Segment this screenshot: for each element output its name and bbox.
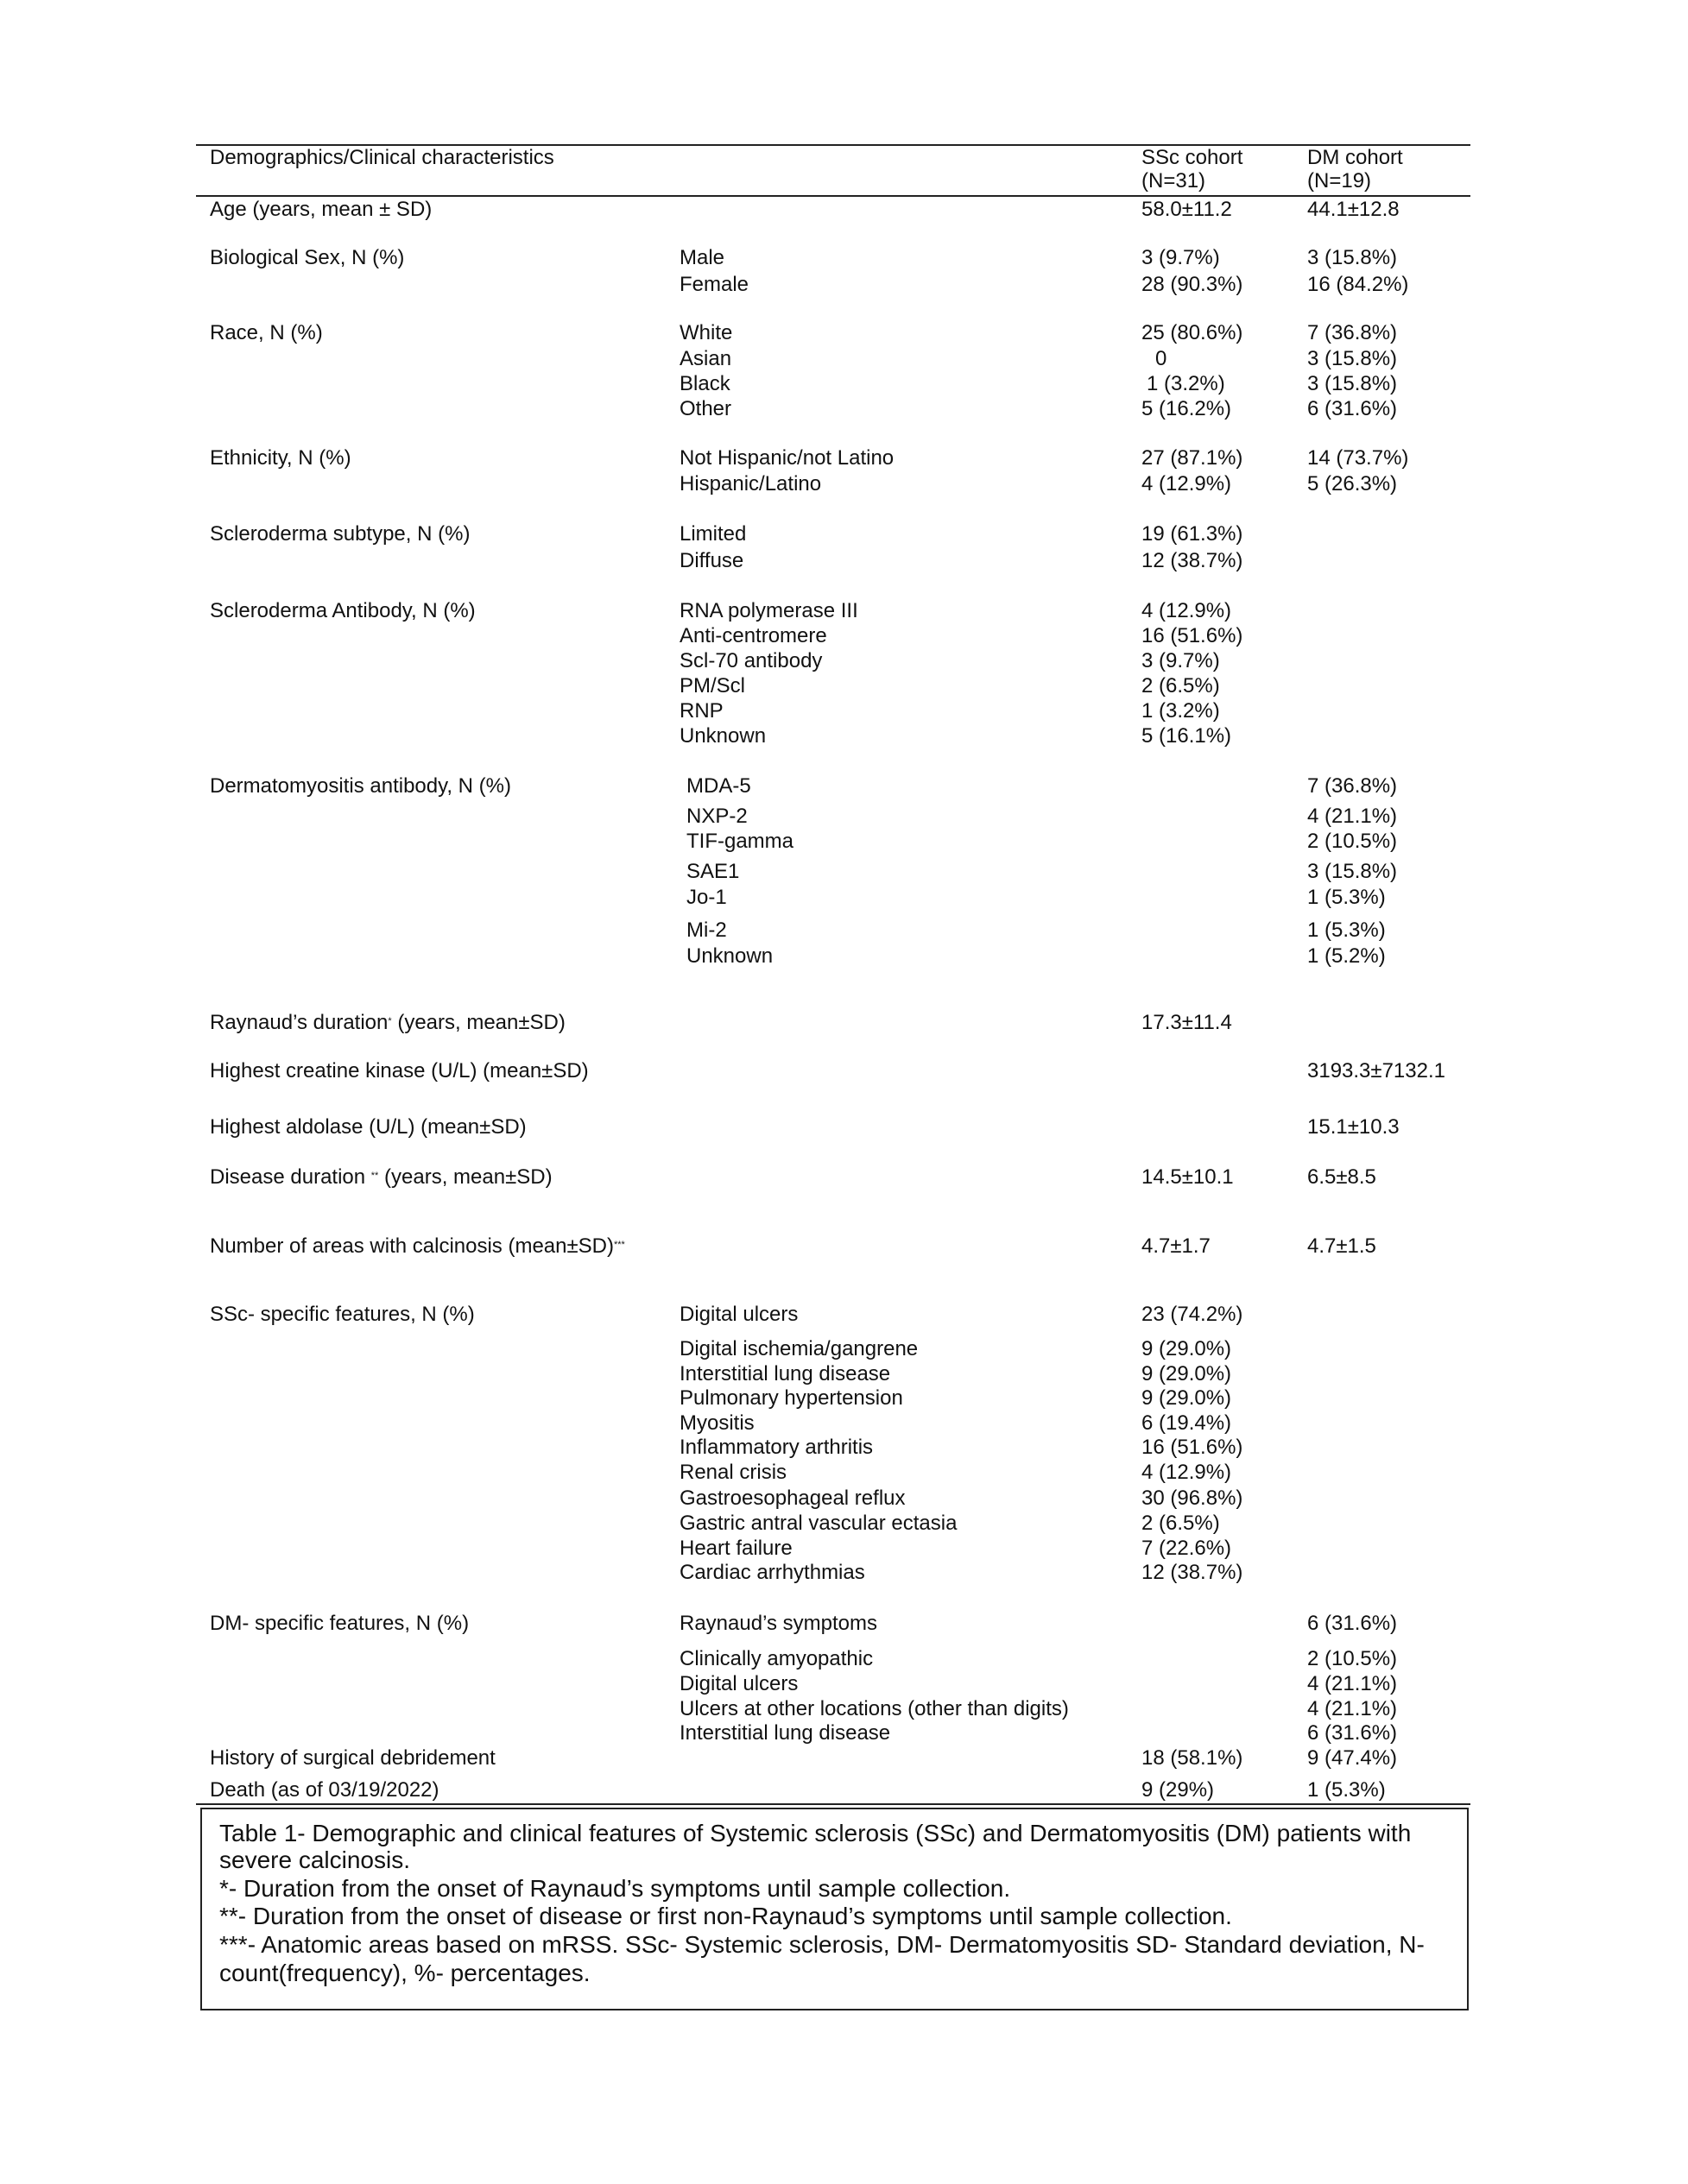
dm-value: 2 (10.5%) [1307,1647,1398,1670]
caption-title: Table 1- Demographic and clinical features of Systemic sclerosis (SSc) and Dermatomyositis (DM) patients with [219,1820,1412,1846]
table-bottom-rule [196,1803,1470,1805]
ssc-value: 23 (74.2%) [1141,1303,1243,1326]
footnote-mark: * [388,1016,392,1026]
label-text: Number of areas with calcinosis (mean±SD) [210,1234,614,1258]
header-bottom-rule [196,195,1470,197]
ssc-value: 4 (12.9%) [1141,1461,1232,1484]
age-ssc: 58.0±11.2 [1141,198,1232,221]
dm-value: 3 (15.8%) [1307,860,1398,883]
row-label-calcinosis-areas [210,1234,625,1259]
row-label-subtype: Scleroderma subtype, N (%) [210,522,471,546]
sub-label: Interstitial lung disease [680,1362,891,1386]
ssc-value: 5 (16.1%) [1141,724,1232,748]
ssc-value: 4 (12.9%) [1141,599,1232,622]
row-label-race: Race, N (%) [210,321,323,344]
sub-label: RNA polymerase III [680,599,858,622]
sub-label: RNP [680,699,724,723]
ssc-value: 16 (51.6%) [1141,624,1243,647]
caption-title-cont: severe calcinosis. [219,1846,410,1873]
label-text: Disease duration [210,1165,371,1189]
sub-label: Scl-70 antibody [680,649,823,672]
row-label-sex: Biological Sex, N (%) [210,246,405,269]
sub-label: Asian [680,347,732,370]
footnote-mark: *** [614,1240,625,1250]
row-label-dm-antibody: Dermatomyositis antibody, N (%) [210,774,511,798]
ssc-value: 5 (16.2%) [1141,397,1232,420]
header-ssc-n: (N=31) [1141,169,1206,193]
sub-label: Anti-centromere [680,624,827,647]
ssc-value: 19 (61.3%) [1141,522,1243,546]
creatine-kinase-dm: 3193.3±7132.1 [1307,1059,1445,1083]
sub-label: Raynaud’s symptoms [680,1612,877,1635]
dm-value: 3 (15.8%) [1307,372,1398,395]
dm-value: 5 (26.3%) [1307,472,1398,496]
sub-label: Unknown [686,944,774,968]
row-label-raynaud-duration [210,1011,566,1035]
ssc-value: 9 (29.0%) [1141,1386,1232,1410]
row-label-ssc-features: SSc- specific features, N (%) [210,1303,475,1326]
ssc-value: 9 (29.0%) [1141,1362,1232,1386]
sub-label: Other [680,397,732,420]
ssc-value: 25 (80.6%) [1141,321,1243,344]
caption-footnote-3: ***- Anatomic areas based on mRSS. SSc- Systemic sclerosis, DM- Dermatomyositis SD- Standard deviation, N- [219,1931,1425,1958]
caption-footnote-1: *- Duration from the onset of Raynaud’s symptoms until sample collection. [219,1875,1011,1902]
ssc-value: 6 (19.4%) [1141,1411,1232,1435]
row-label-ssc-antibody: Scleroderma Antibody, N (%) [210,599,476,622]
sub-label: Inflammatory arthritis [680,1436,874,1459]
sub-label: MDA-5 [686,774,751,798]
sub-label: Heart failure [680,1537,793,1560]
sub-label: Not Hispanic/not Latino [680,446,895,470]
header-dm-cohort: DM cohort [1307,146,1403,169]
label-text: (years, mean±SD) [378,1165,553,1189]
ssc-value: 2 (6.5%) [1141,674,1220,697]
row-label-age: Age (years, mean ± SD) [210,198,433,221]
sub-label: Male [680,246,725,269]
sub-label: Myositis [680,1411,755,1435]
calcinosis-areas-dm: 4.7±1.5 [1307,1234,1376,1258]
ssc-value: 30 (96.8%) [1141,1487,1243,1510]
ssc-value: 3 (9.7%) [1141,246,1220,269]
ssc-value: 4 (12.9%) [1141,472,1232,496]
ssc-value: 3 (9.7%) [1141,649,1220,672]
ssc-value: 1 (3.2%) [1147,372,1225,395]
ssc-value: 12 (38.7%) [1141,1561,1243,1584]
calcinosis-areas-ssc: 4.7±1.7 [1141,1234,1211,1258]
sub-label: Jo-1 [686,886,727,909]
ssc-value: 12 (38.7%) [1141,549,1243,572]
header-dm-n: (N=19) [1307,169,1372,193]
dm-value: 3 (15.8%) [1307,246,1398,269]
dm-value: 7 (36.8%) [1307,774,1398,798]
dm-value: 2 (10.5%) [1307,830,1398,853]
footnote-mark: ** [370,1171,379,1181]
ssc-value: 28 (90.3%) [1141,273,1243,296]
sub-label: Female [680,273,749,296]
sub-label: Digital ulcers [680,1672,799,1695]
dm-value: 4 (21.1%) [1307,805,1398,828]
death-dm: 1 (5.3%) [1307,1778,1386,1802]
age-dm: 44.1±12.8 [1307,198,1400,221]
row-label-dm-features: DM- specific features, N (%) [210,1612,470,1635]
header-ssc-cohort: SSc cohort [1141,146,1243,169]
sub-label: Black [680,372,730,395]
sub-label: SAE1 [686,860,740,883]
death-ssc: 9 (29%) [1141,1778,1215,1802]
dm-value: 4 (21.1%) [1307,1672,1398,1695]
ssc-value: 2 (6.5%) [1141,1512,1220,1535]
debridement-ssc: 18 (58.1%) [1141,1746,1243,1770]
debridement-dm: 9 (47.4%) [1307,1746,1398,1770]
ssc-value: 7 (22.6%) [1141,1537,1232,1560]
label-text: (years, mean±SD) [391,1011,566,1034]
caption-footnote-3-cont: count(frequency), %- percentages. [219,1960,591,1986]
sub-label: White [680,321,733,344]
row-label-aldolase: Highest aldolase (U/L) (mean±SD) [210,1115,527,1139]
dm-value: 1 (5.3%) [1307,918,1386,942]
row-label-death: Death (as of 03/19/2022) [210,1778,439,1802]
sub-label: Mi-2 [686,918,727,942]
sub-label: Unknown [680,724,767,748]
sub-label: Limited [680,522,747,546]
ssc-value: 9 (29.0%) [1141,1337,1232,1360]
sub-label: Gastric antral vascular ectasia [680,1512,958,1535]
sub-label: Diffuse [680,549,744,572]
dm-value: 6 (31.6%) [1307,1612,1398,1635]
ssc-value: 16 (51.6%) [1141,1436,1243,1459]
dm-value: 1 (5.3%) [1307,886,1386,909]
sub-label: Pulmonary hypertension [680,1386,903,1410]
row-label-creatine-kinase: Highest creatine kinase (U/L) (mean±SD) [210,1059,589,1083]
sub-label: Renal crisis [680,1461,787,1484]
sub-label: Ulcers at other locations (other than digits) [680,1697,1069,1720]
row-label-disease-duration [210,1165,553,1190]
sub-label: Hispanic/Latino [680,472,822,496]
ssc-value: 1 (3.2%) [1141,699,1220,723]
aldolase-dm: 15.1±10.3 [1307,1115,1400,1139]
row-label-ethnicity: Ethnicity, N (%) [210,446,351,470]
sub-label: Clinically amyopathic [680,1647,874,1670]
disease-duration-dm: 6.5±8.5 [1307,1165,1376,1189]
dm-value: 4 (21.1%) [1307,1697,1398,1720]
disease-duration-ssc: 14.5±10.1 [1141,1165,1234,1189]
ssc-value: 27 (87.1%) [1141,446,1243,470]
sub-label: Digital ulcers [680,1303,799,1326]
header-characteristics: Demographics/Clinical characteristics [210,146,554,169]
dm-value: 6 (31.6%) [1307,1721,1398,1745]
sub-label: Gastroesophageal reflux [680,1487,906,1510]
sub-label: Digital ischemia/gangrene [680,1337,919,1360]
row-label-debridement: History of surgical debridement [210,1746,496,1770]
sub-label: Interstitial lung disease [680,1721,891,1745]
dm-value: 14 (73.7%) [1307,446,1409,470]
caption-footnote-2: **- Duration from the onset of disease or first non-Raynaud’s symptoms until sample collection. [219,1903,1232,1929]
sub-label: NXP-2 [686,805,748,828]
ssc-value: 0 [1155,347,1167,370]
raynaud-duration-ssc: 17.3±11.4 [1141,1011,1232,1034]
sub-label: TIF-gamma [686,830,794,853]
label-text: Raynaud’s duration [210,1011,389,1034]
dm-value: 1 (5.2%) [1307,944,1386,968]
dm-value: 3 (15.8%) [1307,347,1398,370]
dm-value: 16 (84.2%) [1307,273,1409,296]
dm-value: 6 (31.6%) [1307,397,1398,420]
dm-value: 7 (36.8%) [1307,321,1398,344]
sub-label: Cardiac arrhythmias [680,1561,865,1584]
sub-label: PM/Scl [680,674,746,697]
